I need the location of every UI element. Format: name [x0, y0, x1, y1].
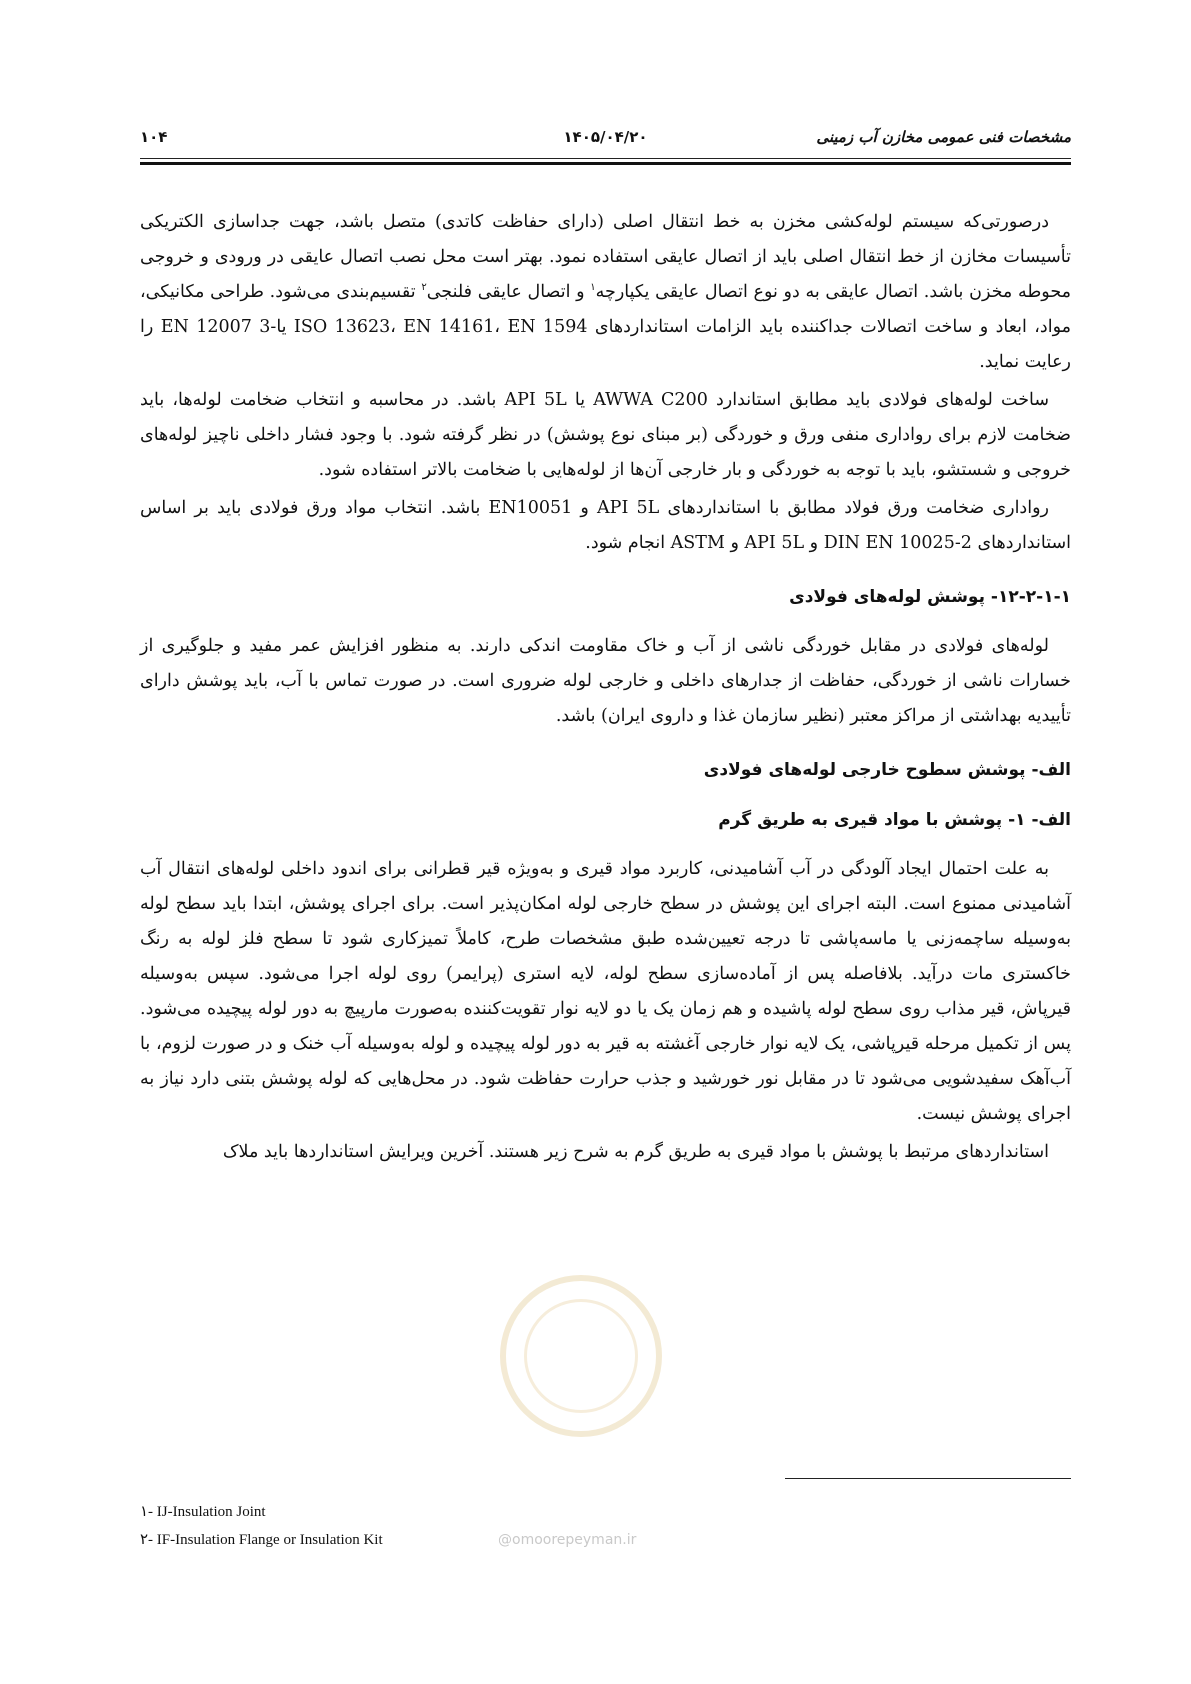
page-header — [140, 128, 1071, 152]
watermark-url: @omoorepeyman.ir — [498, 1532, 637, 1548]
footnote-2: ۲- IF-Insulation Flange or Insulation Kit — [140, 1532, 383, 1548]
footnote-ref-1[interactable]: ۱ — [590, 282, 596, 294]
paragraph-sheet-tolerance: رواداری ضخامت ورق فولاد مطابق با استانداردهای API 5L و EN10051 باشد. انتخاب مواد ورق فولادی باید بر اساس استانداردهای DIN EN 10025-2 و API 5L و ASTM انجام شود. — [140, 498, 1071, 553]
footnotes — [140, 1498, 383, 1554]
header-title: مشخصات فنی عمومی مخازن آب زمینی — [816, 128, 1071, 146]
header-date: ۱۴۰۵/۰۴/۲۰ — [563, 128, 648, 146]
footnote-1: ۱- IJ-Insulation Joint — [140, 1504, 266, 1520]
subheading-hot-bitumen: الف- ۱- پوشش با مواد قیری به طریق گرم — [718, 810, 1071, 830]
body-text — [140, 205, 1071, 1173]
section-heading-steel-pipe-coating: ۱۲-۲-۱-۱- پوشش لوله‌های فولادی — [789, 587, 1071, 607]
paragraph-steel-pipe-standards: ساخت لوله‌های فولادی باید مطابق استاندارد AWWA C200 یا API 5L باشد. در محاسبه و انتخاب ضخامت لوله‌ها، باید ضخامت لازم برای رواداری منفی ورق و خوردگی (بر مبنای نوع پوشش) در نظر گرفته شود. با وجود فشار داخلی ناچیز لوله‌های خروجی و شستشو، باید با توجه به خوردگی و بار خارجی آن‌ها از لوله‌هایی با ضخامت بالاتر استفاده شود. — [140, 390, 1071, 480]
header-rule-thin — [140, 158, 1071, 159]
paragraph-insulation-joint: درصورتی‌که سیستم لوله‌کشی مخزن به خط انتقال اصلی (دارای حفاظت کاتدی) متصل باشد، جهت جداسازی الکتریکی تأسیسات مخازن از خط انتقال اصلی باید از اتصال عایقی استفاده نمود. بهتر است محل نصب اتصال عایقی در ورودی و خروجی محوطه مخزن باشد. اتصال عایقی به دو نوع اتصال عایقی یکپارچه$^۱$ و اتصال عایقی فلنجی$^۲$ تقسیم‌بندی می‌شود. طراحی مکانیکی، مواد، ابعاد و ساخت اتصالات جداکننده باید الزامات استانداردهای ISO 13623، EN 14161، EN 1594 یا-EN 12007 3 را رعایت نماید. — [140, 212, 1071, 372]
footnote-separator — [785, 1478, 1071, 1479]
footnote-ref-2[interactable]: ۲ — [421, 282, 427, 294]
paragraph-corrosion: لوله‌های فولادی در مقابل خوردگی ناشی از آب و خاک مقاومت اندکی دارند. به منظور افزایش عمر مفید و جلوگیری از خسارات ناشی از خوردگی، حفاظت از جدارهای داخلی و خارجی لوله ضروری است. در صورت تماس با آب، باید پوشش دارای تأییدیه بهداشتی از مراکز معتبر (نظیر سازمان غذا و داروی ایران) باشد. — [140, 636, 1071, 726]
watermark-seal — [500, 1275, 662, 1437]
paragraph-bitumen-procedure: به علت احتمال ایجاد آلودگی در آب آشامیدنی، کاربرد مواد قیری و به‌ویژه قیر قطرانی برای اندود داخلی لوله‌های انتقال آب آشامیدنی ممنوع است. البته اجرای این پوشش در سطح خارجی لوله امکان‌پذیر است. برای اجرای پوشش، ابتدا باید سطح لوله به‌وسیله ساچمه‌زنی یا ماسه‌پاشی تا درجه تعیین‌شده طبق مشخصات طرح، کاملاً تمیزکاری شود تا سطح فلز لوله به رنگ خاکستری مات درآید. بلافاصله پس از آماده‌سازی سطح لوله، لایه استری (پرایمر) روی لوله اجرا می‌شود. سپس به‌وسیله قیرپاش، قیر مذاب روی سطح لوله پاشیده و هم زمان یک یا دو لایه نوار تقویت‌کننده به‌صورت مارپیچ به دور لوله پیچیده می‌شود. پس از تکمیل مرحله قیرپاشی، یک لایه نوار خارجی آغشته به قیر به دور لوله پیچیده و لوله به‌وسیله آب خنک و در صورت لزوم، با آب‌آهک سفیدشویی می‌شود تا در مقابل نور خورشید و جذب حرارت حفاظت شود. در محل‌هایی که لوله پوشش بتنی دارد نیاز به اجرای پوشش نیست. — [140, 859, 1071, 1124]
header-rule-thick — [140, 162, 1071, 165]
paragraph-bitumen-standards: استانداردهای مرتبط با پوشش با مواد قیری به طریق گرم به شرح زیر هستند. آخرین ویرایش استانداردها باید ملاک — [222, 1142, 1049, 1162]
subheading-external-coating: الف- پوشش سطوح خارجی لوله‌های فولادی — [703, 760, 1071, 780]
page-number: ۱۰۴ — [140, 128, 168, 146]
